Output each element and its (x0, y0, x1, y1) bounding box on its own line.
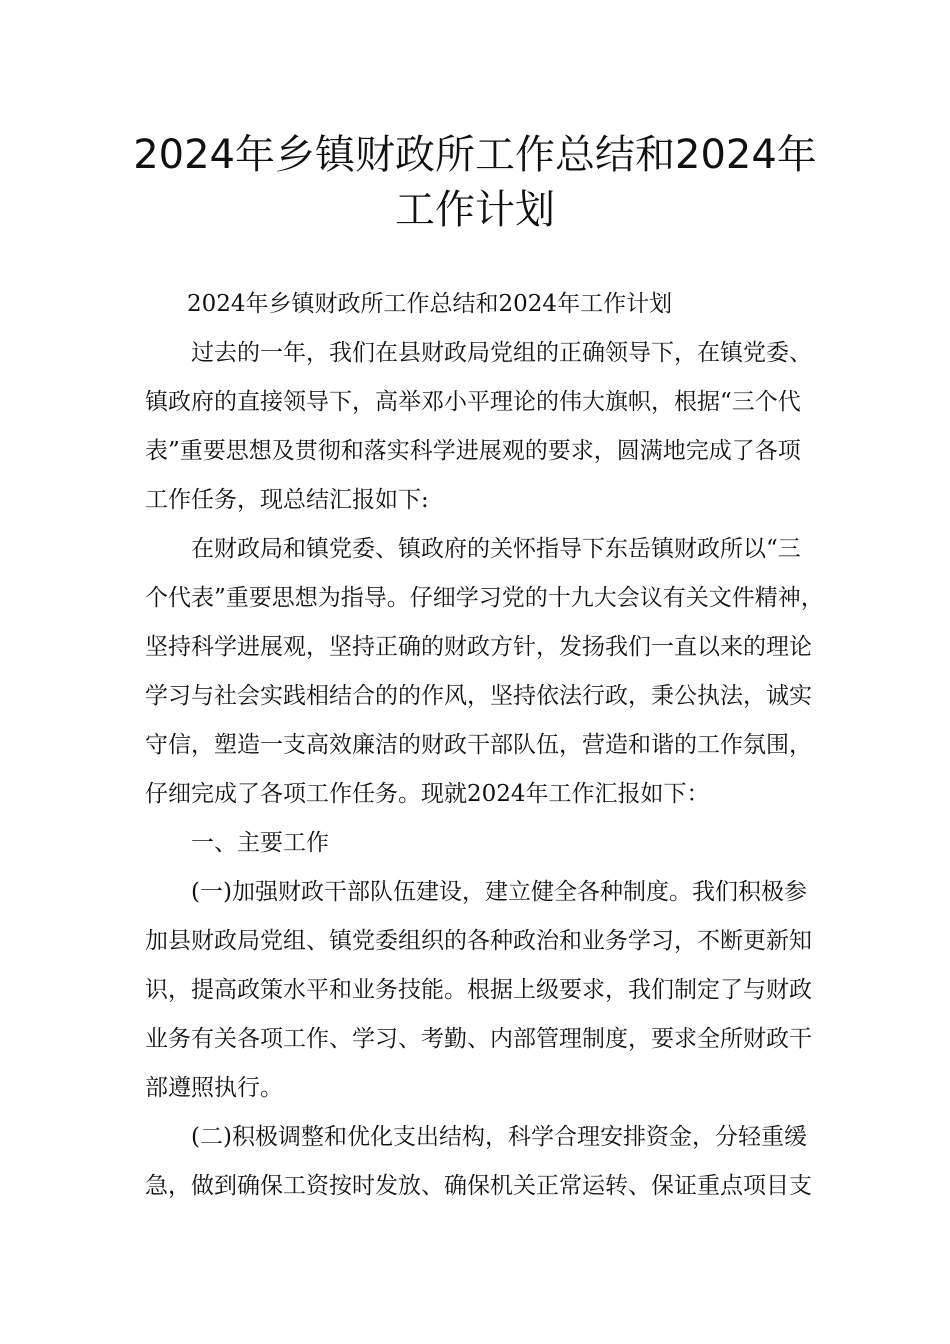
paragraph-4 (145, 1113, 810, 1211)
text-line: 工作任务，现总结汇报如下: (145, 487, 429, 513)
text-line: 急，做到确保工资按时发放、确保机关正常运转、保证重点项目支 (145, 1173, 812, 1199)
text-line: (一)加强财政干部队伍建设，建立健全各种制度。我们积极参 (191, 879, 807, 905)
section-heading-text: 一、主要工作 (191, 830, 329, 856)
title-line-1: 2024年乡镇财政所工作总结和2024年 (133, 132, 817, 178)
text-line: 坚持科学进展观，坚持正确的财政方针，发扬我们一直以来的理论 (145, 634, 812, 660)
document-title (120, 128, 830, 238)
text-line: 部遵照执行。 (145, 1075, 283, 1101)
text-line: (二)积极调整和优化支出结构，科学合理安排资金，分轻重缓 (191, 1124, 807, 1150)
title-line-2: 工作计划 (395, 187, 555, 233)
paragraph-1 (145, 329, 810, 525)
text-line: 识，提高政策水平和业务技能。根据上级要求，我们制定了与财政 (145, 977, 812, 1003)
text-line: 镇政府的直接领导下，高举邓小平理论的伟大旗帜，根据“三个代 (145, 389, 801, 415)
text-line: 过去的一年，我们在县财政局党组的正确领导下，在镇党委、 (191, 340, 812, 366)
text-line: 表”重要思想及贯彻和落实科学进展观的要求，圆满地完成了各项 (145, 438, 801, 464)
text-line: 在财政局和镇党委、镇政府的关怀指导下东岳镇财政所以“三 (191, 536, 801, 562)
paragraph-3 (145, 868, 810, 1113)
subtitle-line: 2024年乡镇财政所工作总结和2024年工作计划 (187, 291, 673, 317)
text-line: 个代表”重要思想为指导。仔细学习党的十九大会议有关文件精神， (145, 585, 824, 611)
text-line: 学习与社会实践相结合的的作风，坚持依法行政，秉公执法，诚实 (145, 683, 812, 709)
text-line: 加县财政局党组、镇党委组织的各种政治和业务学习，不断更新知 (145, 928, 812, 954)
section-heading (145, 819, 810, 868)
paragraph-2 (145, 525, 824, 819)
text-line: 业务有关各项工作、学习、考勤、内部管理制度，要求全所财政干 (145, 1026, 812, 1052)
text-line: 仔细完成了各项工作任务。现就2024年工作汇报如下： (145, 781, 710, 807)
document-subtitle (145, 280, 810, 329)
text-line: 守信，塑造一支高效廉洁的财政干部队伍，营造和谐的工作氛围， (145, 732, 812, 758)
document-body (145, 280, 824, 1211)
